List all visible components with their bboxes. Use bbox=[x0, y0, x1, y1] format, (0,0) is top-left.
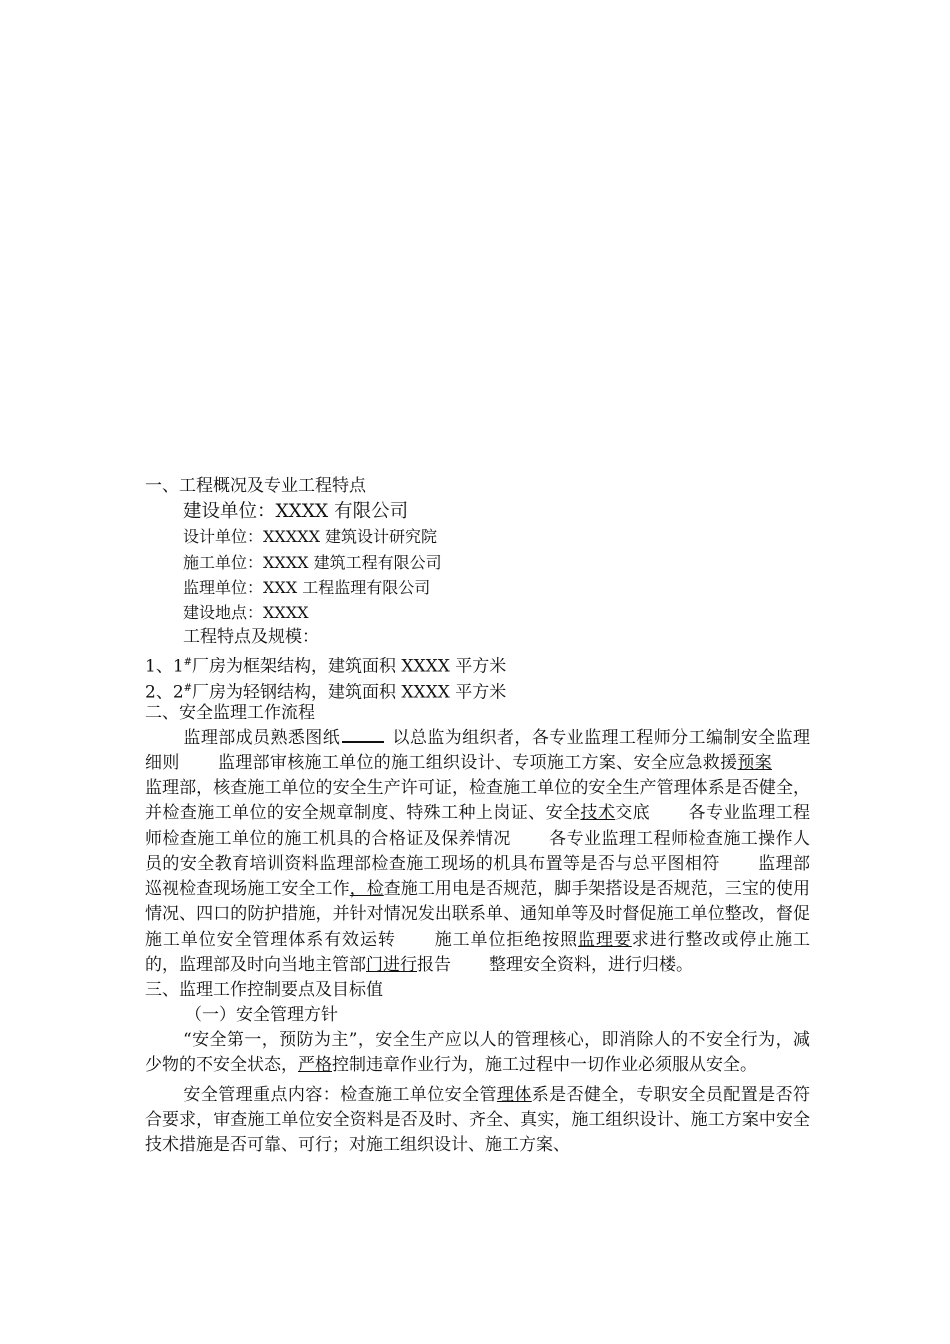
section-3-title: 三、监理工作控制要点及目标值 bbox=[145, 979, 383, 1000]
fill-blank bbox=[342, 727, 384, 743]
feature-item-2: 2、2#厂房为轻钢结构，建筑面积 XXXX 平方米 bbox=[145, 682, 507, 703]
supervise-unit: 监理单位：XXX 工程监理有限公司 bbox=[183, 577, 431, 597]
policy-paragraph: “安全第一，预防为主”，安全生产应以人的管理核心，即消除人的不安全行为，减少物的不安全状态，严格控制违章作业行为，施工过程中一切作业必须服从安全。 bbox=[145, 1030, 810, 1076]
document-body bbox=[145, 474, 810, 1158]
section-2-title: 二、安全监理工作流程 bbox=[145, 702, 315, 723]
build-location: 建设地点：XXXX bbox=[183, 602, 309, 622]
section-1-title: 一、工程概况及专业工程特点 bbox=[145, 476, 366, 496]
feature-item-1: 1、1#厂房为框架结构，建筑面积 XXXX 平方米 bbox=[145, 656, 507, 677]
construct-unit: 施工单位：XXXX 建筑工程有限公司 bbox=[183, 552, 442, 572]
focus-paragraph: 安全管理重点内容：检查施工单位安全管理体系是否健全，专职安全员配置是否符合要求，审查施工单位安全资料是否及时、齐全、真实，施工组织设计、施工方案中安全技术措施是否可靠、可行；对施工组织设计、施工方案、 bbox=[145, 1084, 811, 1156]
design-unit: 设计单位：XXXXX 建筑设计研究院 bbox=[183, 527, 438, 547]
build-unit: 建设单位：XXXX 有限公司 bbox=[183, 501, 409, 523]
features-title: 工程特点及规模： bbox=[183, 627, 319, 648]
section-3-subtitle-1: （一）安全管理方针 bbox=[185, 1005, 338, 1026]
workflow-paragraph: 监理部成员熟悉图纸 以总监为组织者，各专业监理工程师分工编制安全监理细则 监理部审核施工单位的施工组织设计、专项施工方案、安全应急救援预案监理部，核查施工单位的安全生产许可证，检查施工单位的安全生产管理体系是否健全，并检查施工单位的安全规章制度、特殊工种上岗证、安全技术交底 各专业监理工程师检查施工单位的施工机具的合格证及保养情况 各专业监理工程师检查施工操作人员的安全教育培训资料监理部检查施工现场的机具布置等是否与总平图相符 监理部巡视检查现场施工安全工作，检查施工用电是否规范，脚手架搭设是否规范，三宝的使用情况、四口的防护措施，并针对情况发出联系单、通知单等及时督促施工单位整改，督促施工单位安全管理体系有效运转 施工单位拒绝按照监理要求进行整改或停止施工的，监理部及时向当地主管部门进行报告 整理安全资料，进行归楼。 bbox=[145, 727, 811, 975]
